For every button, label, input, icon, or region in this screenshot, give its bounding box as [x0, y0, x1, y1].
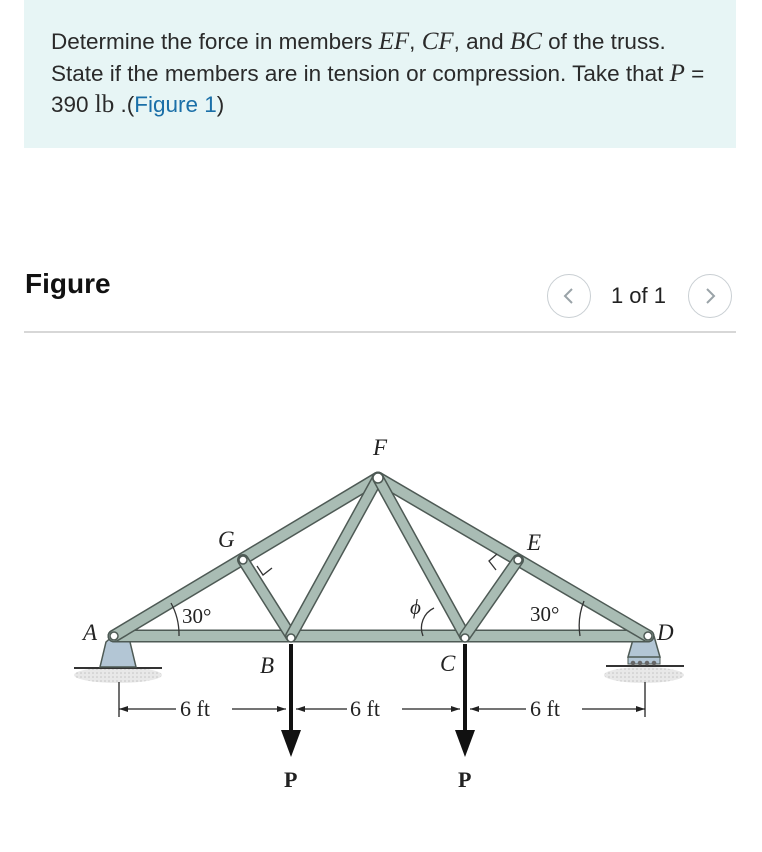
label-g: G	[218, 527, 235, 552]
dimension-label-1: 6 ft	[180, 696, 210, 721]
label-a: A	[83, 620, 98, 645]
member-ec	[465, 560, 518, 636]
member-cf: CF	[421, 28, 454, 55]
load-unit: lb	[94, 91, 115, 118]
load-arrow-b	[281, 644, 301, 757]
member-bc: BC	[509, 28, 542, 55]
angle-label-left: 30°	[182, 604, 212, 628]
dimension-label-2: 6 ft	[350, 696, 380, 721]
load-arrow-c	[455, 644, 475, 757]
member-ef: EF	[378, 28, 410, 55]
figure-title: Figure	[25, 268, 111, 299]
label-e: E	[527, 530, 542, 555]
figure-link[interactable]: Figure 1	[134, 92, 217, 117]
load-label-b: P	[284, 767, 298, 792]
dimension-label-3: 6 ft	[530, 696, 560, 721]
link-prefix: .(	[114, 92, 135, 117]
figure-counter: 1 of 1	[610, 283, 666, 308]
angle-label-right: 30°	[530, 602, 560, 626]
load-label-c: P	[458, 767, 472, 792]
label-d: D	[657, 620, 674, 645]
label-f: F	[373, 435, 388, 460]
load-value: = 390	[51, 60, 705, 117]
problem-intro: Determine the force in members	[51, 29, 379, 54]
phi-label: ϕ	[410, 595, 421, 619]
load-symbol: P	[669, 59, 685, 87]
label-b: B	[260, 653, 275, 678]
problem-body: of the truss. State if the members are in tension or compression. Take that	[51, 29, 670, 86]
separator: ,	[409, 29, 422, 54]
label-c: C	[440, 651, 456, 676]
right-angle-marks	[257, 554, 497, 575]
link-suffix: )	[216, 92, 225, 117]
separator: , and	[453, 29, 510, 54]
